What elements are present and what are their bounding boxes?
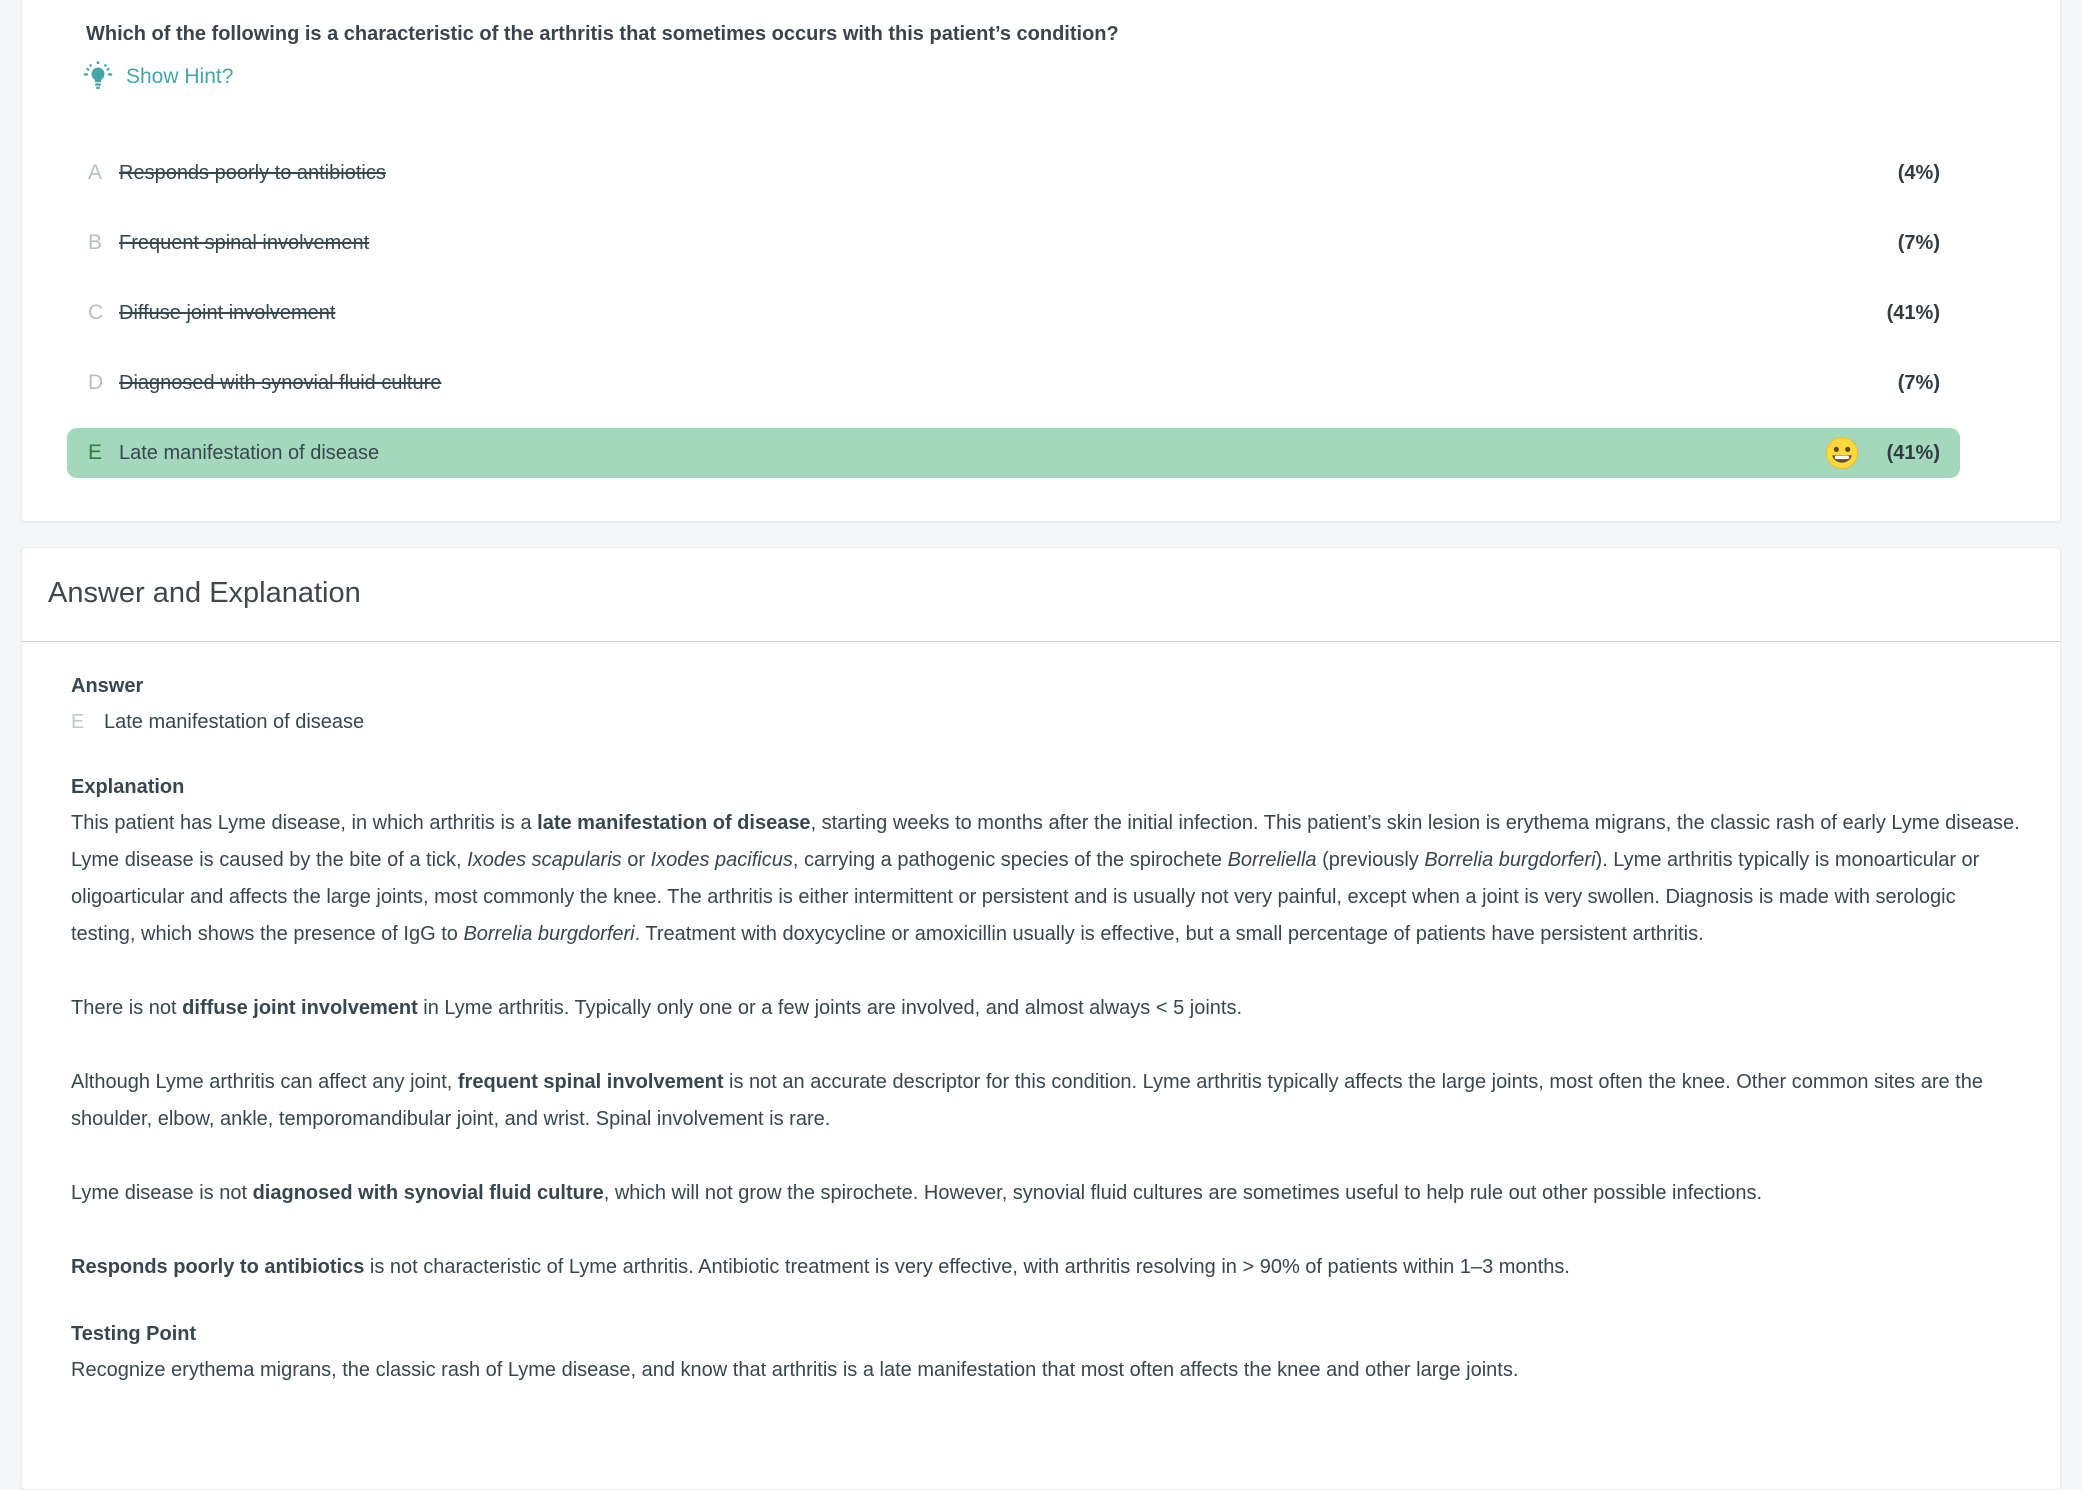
answer-explanation-title: Answer and Explanation	[48, 577, 361, 609]
option-percent: (7%)	[1897, 371, 1940, 394]
explanation-paragraph: This patient has Lyme disease, in which arthritis is a late manifestation of disease, starting weeks to months after the initial infection. This patient’s skin lesion is erythema migrans, the classic rash of early Lyme disease. Lyme disease is caused by the bite of a tick, Ixodes scapularis or Ixodes pacificus, carrying a pathogenic species of the spirochete Borreliella (previously Borrelia burgdorferi). Lyme arthritis typically is monoarticular or oligoarticular and affects the large joints, most commonly the knee. The arthritis is either intermittent or persistent and is usually not very painful, except when a joint is very swollen. Diagnosis is made with serologic testing, which shows the presence of IgG to Borrelia burgdorferi. Treatment with doxycycline or amoxicillin usually is effective, but a small percentage of patients have persistent arthritis.	[71, 812, 2020, 945]
explanation-heading: Explanation	[71, 776, 185, 798]
option-percent: (7%)	[1897, 231, 1940, 254]
option-text: Frequent spinal involvement	[119, 231, 370, 254]
answer-explanation-card	[21, 547, 2061, 1490]
option-text: Responds poorly to antibiotics	[119, 161, 386, 184]
question-text: Which of the following is a characteristic of the arthritis that sometimes occurs with this patient’s condition?	[86, 23, 1119, 45]
lightbulb-icon	[80, 59, 116, 95]
question-card	[21, 0, 2061, 522]
option-text: Diffuse joint involvement	[119, 301, 336, 324]
option-letter: C	[88, 301, 104, 324]
option-letter: A	[88, 161, 103, 184]
correct-answer-line	[71, 707, 2020, 737]
testing-point-heading: Testing Point	[71, 1323, 197, 1345]
show-hint-button[interactable]	[80, 59, 233, 95]
answer-heading: Answer	[71, 675, 144, 697]
option-letter: E	[88, 441, 103, 464]
option-text: Late manifestation of disease	[119, 441, 380, 464]
option-percent: (4%)	[1897, 161, 1940, 184]
answer-option-e-correct[interactable]	[67, 428, 1960, 478]
explanation-paragraph: Although Lyme arthritis can affect any joint, frequent spinal involvement is not an accurate descriptor for this condition. Lyme arthritis typically affects the large joints, most often the knee. Other common sites are the shoulder, elbow, ankle, temporomandibular joint, and wrist. Spinal involvement is rare.	[71, 1071, 1983, 1130]
answer-option-c[interactable]	[67, 288, 1960, 338]
answer-options-list	[22, 148, 2060, 478]
option-letter: B	[88, 231, 103, 254]
option-percent: (41%)	[1886, 441, 1940, 464]
option-percent: (41%)	[1886, 301, 1940, 324]
grinning-face-emoji	[1825, 436, 1859, 470]
testing-point-text: Recognize erythema migrans, the classic rash of Lyme disease, and know that arthritis is a late manifestation that most often affects the knee and other large joints.	[71, 1359, 1519, 1381]
answer-letter: E	[71, 711, 85, 733]
option-letter: D	[88, 371, 104, 394]
answer-option-a[interactable]	[67, 148, 1960, 198]
answer-option-b[interactable]	[67, 218, 1960, 268]
answer-option-d[interactable]	[67, 358, 1960, 408]
show-hint-label: Show Hint?	[126, 65, 234, 88]
explanation-paragraph: There is not diffuse joint involvement in Lyme arthritis. Typically only one or a few joints are involved, and almost always < 5 joints.	[71, 997, 1243, 1019]
explanation-paragraph: Responds poorly to antibiotics is not characteristic of Lyme arthritis. Antibiotic treatment is very effective, with arthritis resolving in > 90% of patients within 1–3 months.	[71, 1256, 1570, 1278]
explanation-paragraph: Lyme disease is not diagnosed with synovial fluid culture, which will not grow the spirochete. However, synovial fluid cultures are sometimes useful to help rule out other possible infections.	[71, 1182, 1763, 1204]
option-text: Diagnosed with synovial fluid culture	[119, 371, 442, 394]
answer-text: Late manifestation of disease	[104, 711, 365, 733]
